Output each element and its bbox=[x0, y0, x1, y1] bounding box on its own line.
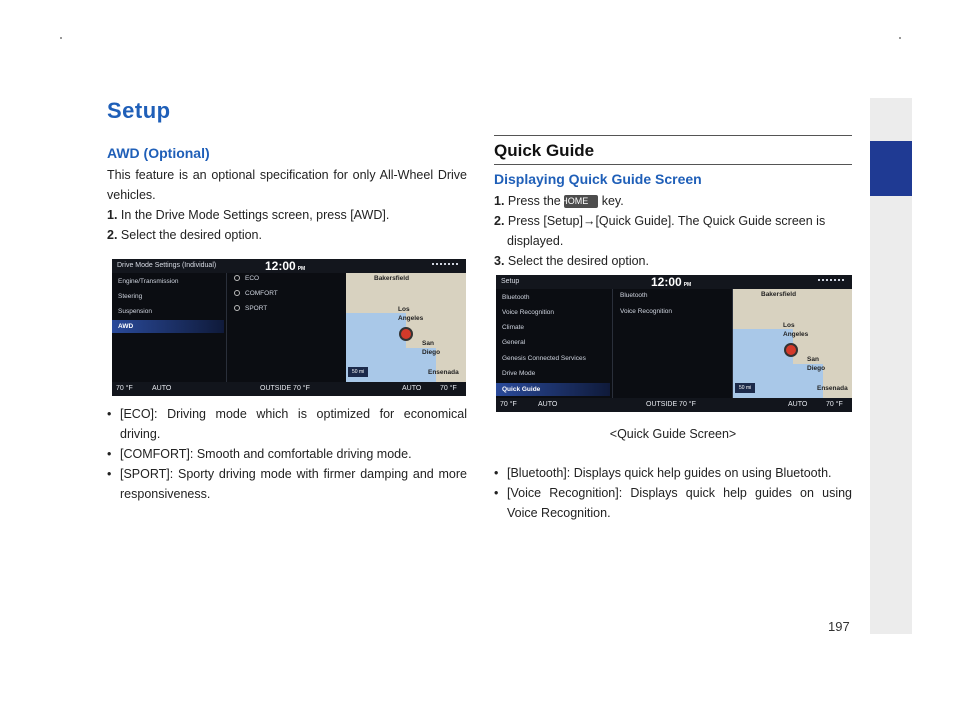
map-label-los-angeles: Los Angeles bbox=[783, 322, 809, 338]
bullet-comfort: • [COMFORT]: Smooth and comfortable driving mode. bbox=[107, 444, 467, 464]
quick-guide-subheading: Displaying Quick Guide Screen bbox=[494, 171, 702, 187]
step-number: 1. bbox=[107, 208, 118, 222]
bullet-voice-recognition: • [Voice Recognition]: Displays quick help guides on using Voice Recognition. bbox=[494, 483, 852, 523]
step-text: Press the bbox=[507, 194, 561, 208]
menu-item-suspension[interactable]: Suspension bbox=[118, 308, 152, 315]
temp-left[interactable]: 70 °F bbox=[500, 401, 517, 408]
clock-time: 12:00 bbox=[651, 275, 682, 289]
outside-temp: OUTSIDE 70 °F bbox=[260, 385, 310, 392]
clock-ampm: PM bbox=[297, 266, 306, 272]
screen-caption: <Quick Guide Screen> bbox=[609, 427, 737, 441]
step-number: 2. bbox=[494, 214, 505, 228]
radio-icon bbox=[234, 305, 240, 311]
menu-divider bbox=[226, 273, 227, 382]
menu-item-drive-mode[interactable]: Drive Mode bbox=[502, 370, 536, 377]
location-pin-icon bbox=[784, 343, 798, 357]
clock-time: 12:00 bbox=[265, 259, 296, 273]
map-scale: 50 mi bbox=[348, 367, 368, 377]
quick-guide-section bbox=[494, 135, 852, 271]
awd-heading: AWD (Optional) bbox=[107, 145, 210, 161]
auto-left[interactable]: AUTO bbox=[538, 401, 558, 408]
quick-guide-heading: Quick Guide bbox=[494, 135, 852, 165]
drive-mode-screen bbox=[112, 259, 466, 396]
navigation-map bbox=[346, 273, 466, 382]
clock-ampm: PM bbox=[683, 282, 692, 288]
menu-item-engine[interactable]: Engine/Transmission bbox=[118, 278, 179, 285]
awd-section bbox=[107, 143, 467, 245]
option-bluetooth[interactable]: Bluetooth bbox=[620, 292, 648, 299]
quick-guide-bullets bbox=[494, 463, 852, 523]
option-label: SPORT bbox=[245, 305, 268, 312]
page-number: 197 bbox=[828, 619, 850, 634]
quick-guide-screen bbox=[496, 275, 852, 412]
climate-bar bbox=[496, 398, 852, 412]
temp-right[interactable]: 70 °F bbox=[440, 385, 457, 392]
option-label: ECO bbox=[245, 275, 260, 282]
awd-bullets bbox=[107, 404, 467, 504]
screen-title: Drive Mode Settings (Individual) bbox=[112, 259, 466, 273]
menu-item-voice-recognition[interactable]: Voice Recognition bbox=[502, 309, 555, 316]
map-label-ensenada: Ensenada bbox=[817, 385, 848, 392]
option-voice-recognition[interactable]: Voice Recognition bbox=[620, 308, 673, 315]
option-eco[interactable] bbox=[234, 275, 259, 282]
status-icons bbox=[818, 279, 844, 285]
map-label-san-diego: San Diego bbox=[422, 340, 441, 356]
map-label-san-diego: San Diego bbox=[807, 356, 826, 372]
home-key-icon: HOME bbox=[564, 195, 598, 208]
menu-item-awd[interactable]: AWD bbox=[112, 320, 224, 333]
crop-mark-top-left bbox=[60, 37, 62, 39]
step-text: Select the desired option. bbox=[507, 254, 649, 268]
bullet-eco: • [ECO]: Driving mode which is optimized for economical driving. bbox=[107, 404, 467, 444]
menu-divider bbox=[612, 289, 613, 398]
map-label-los-angeles: Los Angeles bbox=[398, 306, 424, 322]
auto-right[interactable]: AUTO bbox=[402, 385, 422, 392]
step-text: In the Drive Mode Settings screen, press [AWD]. bbox=[120, 208, 390, 222]
screen-title: Setup bbox=[496, 275, 852, 289]
awd-intro: This feature is an optional specification for only All-Wheel Drive vehicles. bbox=[107, 168, 467, 202]
bullet-bluetooth: • [Bluetooth]: Displays quick help guides on using Bluetooth. bbox=[494, 463, 852, 483]
map-label-bakersfield: Bakersfield bbox=[761, 291, 797, 298]
step-number: 2. bbox=[107, 228, 118, 242]
screen-clock bbox=[651, 275, 691, 292]
awd-step-2 bbox=[107, 225, 467, 245]
step-number: 1. bbox=[494, 194, 505, 208]
auto-right[interactable]: AUTO bbox=[788, 401, 808, 408]
menu-item-steering[interactable]: Steering bbox=[118, 293, 143, 300]
temp-left[interactable]: 70 °F bbox=[116, 385, 133, 392]
option-sport[interactable] bbox=[234, 305, 267, 312]
step-number: 3. bbox=[494, 254, 505, 268]
screen-clock bbox=[265, 259, 305, 276]
temp-right[interactable]: 70 °F bbox=[826, 401, 843, 408]
crop-mark-top-right bbox=[899, 37, 901, 39]
navigation-map bbox=[733, 289, 852, 398]
menu-item-connected-services[interactable]: Genesis Connected Services bbox=[502, 355, 586, 362]
menu-item-climate[interactable]: Climate bbox=[502, 324, 525, 331]
auto-left[interactable]: AUTO bbox=[152, 385, 172, 392]
radio-icon bbox=[234, 290, 240, 296]
bullet-sport: • [SPORT]: Sporty driving mode with firmer damping and more responsiveness. bbox=[107, 464, 467, 504]
location-pin-icon bbox=[399, 327, 413, 341]
map-scale: 50 mi bbox=[735, 383, 755, 393]
page-title: Setup bbox=[107, 98, 171, 123]
qg-step-1 bbox=[494, 191, 852, 211]
menu-item-quick-guide[interactable]: Quick Guide bbox=[496, 383, 610, 396]
option-comfort[interactable] bbox=[234, 290, 278, 297]
awd-step-1 bbox=[107, 205, 467, 225]
radio-icon bbox=[234, 275, 240, 281]
chapter-tab bbox=[870, 141, 912, 196]
step-text: key. bbox=[601, 194, 624, 208]
step-text: Press [Setup]→[Quick Guide]. The Quick Guide screen is displayed. bbox=[507, 214, 826, 248]
menu-item-general[interactable]: General bbox=[502, 339, 526, 346]
qg-step-3 bbox=[494, 251, 852, 271]
status-icons bbox=[432, 263, 458, 269]
map-label-bakersfield: Bakersfield bbox=[374, 275, 410, 282]
qg-step-2 bbox=[494, 211, 852, 251]
outside-temp: OUTSIDE 70 °F bbox=[646, 401, 696, 408]
step-text: Select the desired option. bbox=[120, 228, 262, 242]
map-label-ensenada: Ensenada bbox=[428, 369, 459, 376]
menu-item-bluetooth[interactable]: Bluetooth bbox=[502, 294, 530, 301]
climate-bar bbox=[112, 382, 466, 396]
option-label: COMFORT bbox=[245, 290, 278, 297]
